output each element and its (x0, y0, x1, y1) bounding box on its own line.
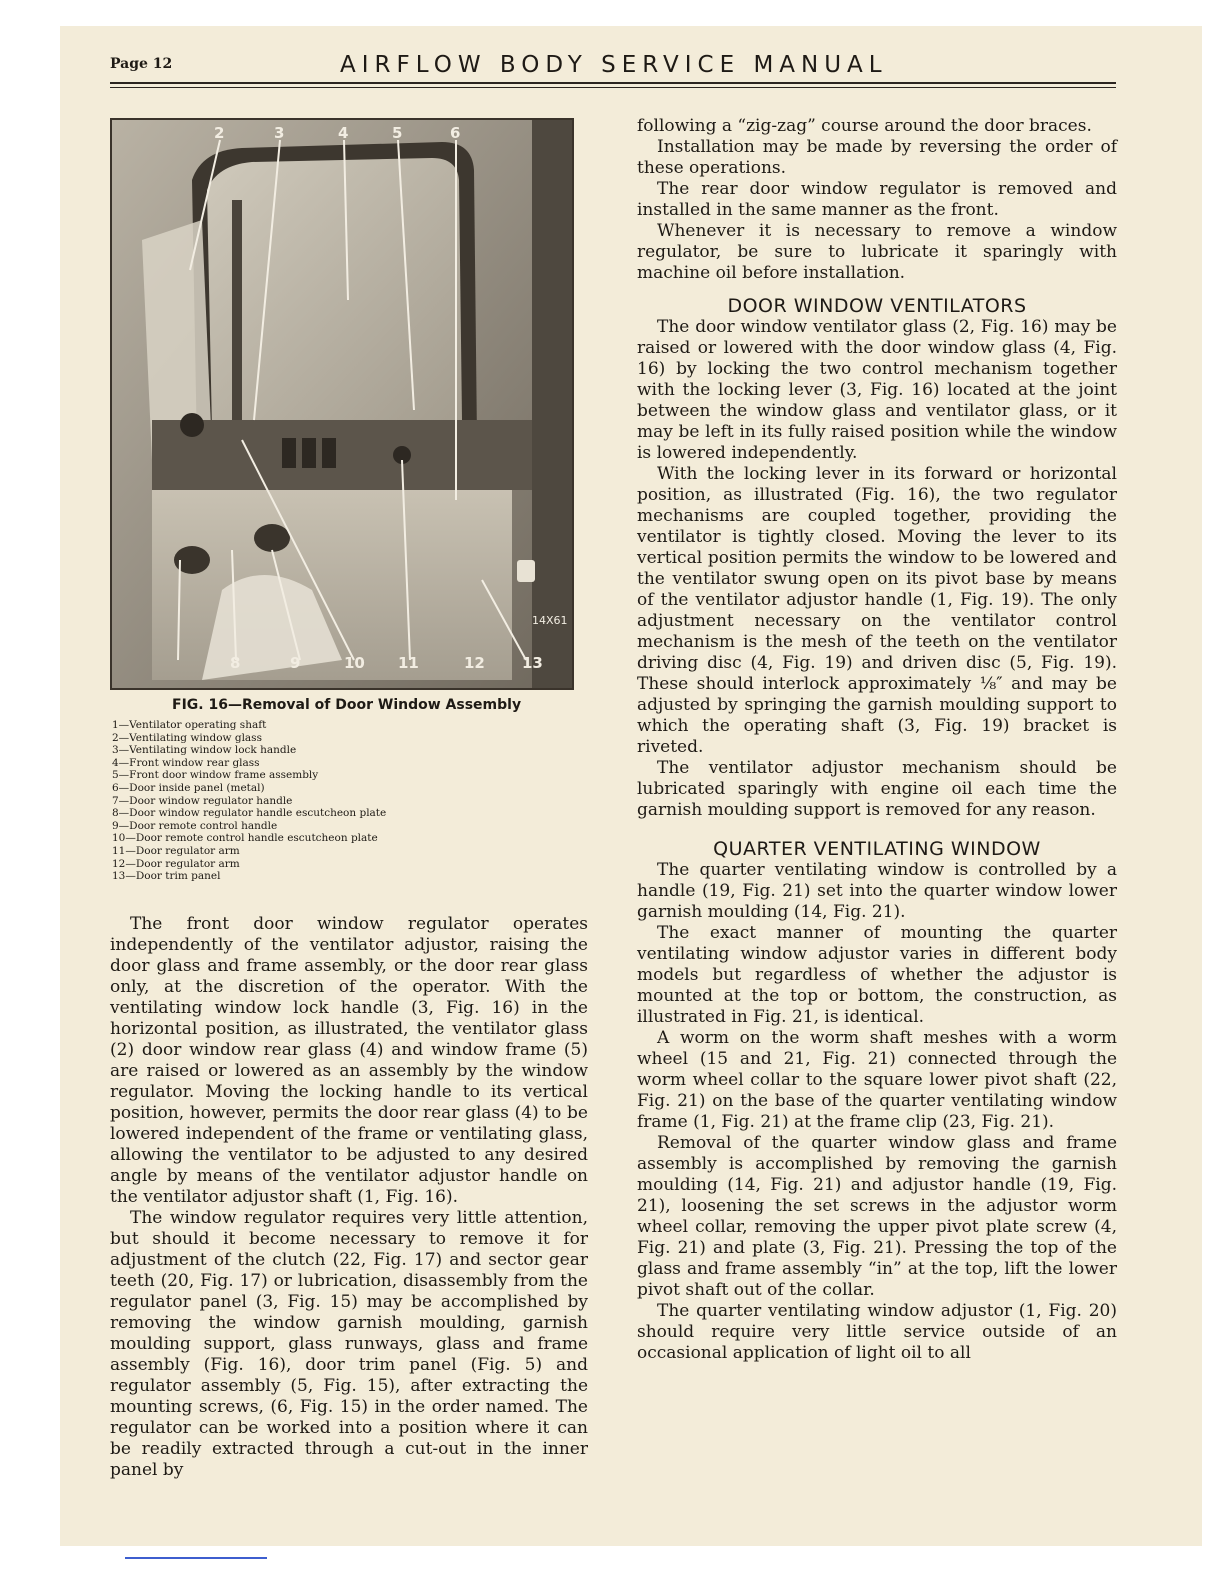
regulator-mechanism (152, 420, 532, 490)
section-heading: QUARTER VENTILATING WINDOW (713, 838, 1041, 860)
callout-10: 10 (344, 654, 365, 672)
figure-legend (112, 719, 552, 883)
body-paragraph: following a “zig-zag” course around the door braces. (637, 116, 1092, 136)
ventilator-divider (232, 200, 242, 440)
figure-caption: FIG. 16—Removal of Door Window Assembly (172, 697, 522, 713)
page-header (110, 52, 1110, 82)
callout-4: 4 (338, 124, 349, 142)
body-paragraph: The rear door window regulator is removed and installed in the same manner as the front. (637, 179, 1117, 220)
window-glass (207, 158, 462, 430)
callout-12: 12 (464, 654, 485, 672)
footer-rule (125, 1557, 267, 1559)
legend-item: 9—Door remote control handle (112, 819, 278, 832)
callout-5: 5 (392, 124, 403, 142)
body-paragraph: Removal of the quarter window glass and frame assembly is accomplished by removing the garnish moulding (14, Fig. 21) and adjustor handle (19, Fig. 21), loosening the set screws in the adjustor worm wheel collar, removing the upper pivot plate screw (4, Fig. 21) and plate (3, Fig. 21). Pressing the top of the glass and frame assembly “in” at the top, lift the lower pivot shaft out of the collar. (637, 1133, 1117, 1300)
legend-item: 10—Door remote control handle escutcheon plate (112, 832, 378, 845)
right-column-text (637, 116, 1117, 1364)
legend-item: 1—Ventilator operating shaft (112, 719, 267, 731)
page-number: Page 12 (110, 56, 173, 72)
legend-item: 13—Door trim panel (112, 870, 221, 883)
legend-item: 2—Ventilating window glass (112, 731, 262, 744)
body-paragraph: The quarter ventilating window is controlled by a handle (19, Fig. 21) set into the quarter window lower garnish moulding (14, Fig. 21). (637, 860, 1117, 922)
legend-item: 11—Door regulator arm (112, 844, 240, 857)
callout-6: 6 (450, 124, 461, 142)
left-column-text (110, 914, 588, 1481)
body-paragraph: The front door window regulator operates independently of the ventilator adjustor, raising the door glass and frame assembly, or the door rear glass only, at the discretion of the operator. With the ventilating window lock handle (3, Fig. 16) in the horizontal position, as illustrated, the ventilator glass (2) door window rear glass (4) and window frame (5) are raised or lowered as an assembly by the window regulator. Moving the locking handle to its vertical position, however, permits the door rear glass (4) to be lowered independent of the frame or ventilating glass, allowing the ventilator to be adjusted to any desired angle by means of the ventilator adjustor handle on the ventilator adjustor shaft (1, Fig. 16). (110, 914, 588, 1207)
body-paragraph: With the locking lever in its forward or horizontal position, as illustrated (Fig. 16), the two regulator mechanisms are coupled together, providing the ventilator is tightly closed. Moving the lever to its vertical position permits the window to be lowered and the ventilator swung open on its pivot base by means of the ventilator adjustor handle (1, Fig. 19). The only adjustment necessary on the ventilator control mechanism is the mesh of the teeth on the ventilator driving disc (4, Fig. 19) and driven disc (5, Fig. 19). These should interlock approximately ⅛″ and may be adjusted by springing the garnish moulding support to which the operating shaft (3, Fig. 19) bracket is riveted. (637, 464, 1117, 757)
callout-8: 8 (230, 654, 241, 672)
legend-item: 6—Door inside panel (metal) (112, 781, 265, 794)
legend-item: 4—Front window rear glass (112, 756, 260, 769)
figure-photo (110, 118, 574, 690)
callout-2: 2 (214, 124, 225, 142)
body-paragraph: Installation may be made by reversing the order of these operations. (637, 137, 1117, 178)
legend-item: 8—Door window regulator handle escutcheon plate (112, 807, 387, 820)
photo-code: 14X61 (532, 614, 568, 627)
body-paragraph: Whenever it is necessary to remove a window regulator, be sure to lubricate it sparingly with machine oil before installation. (637, 221, 1117, 283)
callout-3: 3 (274, 124, 285, 142)
body-paragraph: The exact manner of mounting the quarter ventilating window adjustor varies in different body models but regardless of whether the adjustor is mounted at the top or bottom, the construction, as illustrated in Fig. 21, is identical. (637, 923, 1117, 1027)
door-assembly-illustration (112, 120, 572, 688)
body-paragraph: A worm on the worm shaft meshes with a worm wheel (15 and 21, Fig. 21) connected through the worm wheel collar to the square lower pivot shaft (22, Fig. 21) on the base of the quarter ventilating window frame (1, Fig. 21) at the frame clip (23, Fig. 21). (637, 1028, 1117, 1132)
section-heading: DOOR WINDOW VENTILATORS (727, 295, 1027, 317)
header-rule-thin (110, 87, 1116, 88)
body-paragraph: The window regulator requires very little attention, but should it become necessary to remove it for adjustment of the clutch (22, Fig. 17) and sector gear teeth (20, Fig. 17) or lubrication, disassembly from the regulator panel (3, Fig. 15) may be accomplished by removing the window garnish moulding, garnish moulding support, glass runways, glass and frame assembly (Fig. 16), door trim panel (Fig. 5) and regulator assembly (5, Fig. 15), after extracting the mounting screws, (6, Fig. 15) in the order named. The regulator can be worked into a position where it can be readily extracted through a cut-out in the inner panel by (110, 1208, 588, 1480)
body-paragraph: The ventilator adjustor mechanism should be lubricated sparingly with engine oil each time the garnish moulding support is removed for any reason. (637, 758, 1117, 820)
door-pillar (532, 120, 572, 688)
header-rule (110, 82, 1116, 84)
body-paragraph: The door window ventilator glass (2, Fig. 16) may be raised or lowered with the door window glass (4, Fig. 16) by locking the two control mechanism together with the locking lever (3, Fig. 16) located at the joint between the window glass and ventilator glass, or it may be left in its fully raised position while the window is lowered independently. (637, 317, 1117, 463)
legend-item: 5—Front door window frame assembly (112, 769, 319, 782)
running-title: AIRFLOW BODY SERVICE MANUAL (340, 52, 888, 78)
legend-item: 12—Door regulator arm (112, 857, 240, 870)
legend-item: 7—Door window regulator handle (112, 794, 293, 807)
remote-control-handle (254, 524, 290, 552)
legend-item: 3—Ventilating window lock handle (112, 744, 297, 757)
body-paragraph: The quarter ventilating window adjustor (1, Fig. 20) should require very little service outside of an occasional application of light oil to all (637, 1301, 1117, 1363)
callout-11: 11 (398, 654, 419, 672)
callout-13: 13 (522, 654, 543, 672)
callout-9: 9 (290, 654, 301, 672)
